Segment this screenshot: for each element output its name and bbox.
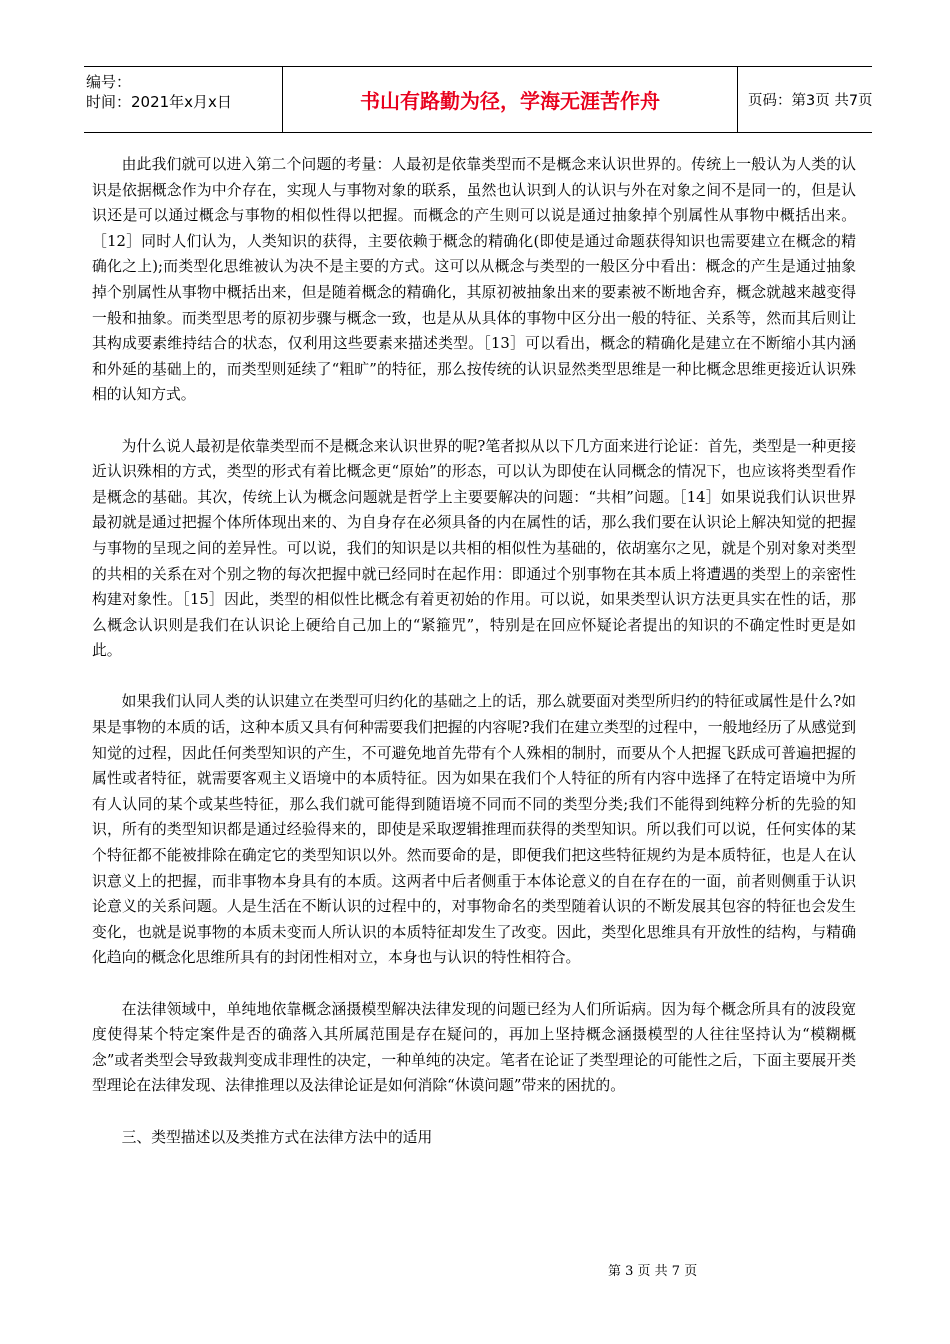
paragraph: 为什么说人最初是依靠类型而不是概念来认识世界的呢?笔者拟从以下几方面来进行论证：首先，类型是一种更接近认识殊相的方式，类型的形式有着比概念更“原始”的形态，可以认为即使在认同概念的情况下，也应该将类型看作是概念的基础。其次，传统上认为概念问题就是哲学上主要要解决的问题：“共相”问题。［14］如果说我们认识世界最初就是通过把握个体所体现出来的、为自身存在必须具备的内在属性的话，那么我们要在认识论上解决知觉的把握与事物的呈现之间的差异性。可以说，我们的知识是以共相的相似性为基础的，依胡塞尔之见，就是个别对象对类型的共相的关系在对个别之物的每次把握中就已经同时在起作用：即通过个别事物在其本质上将遭遇的类型上的亲密性构建对象性。［15］因此，类型的相似性比概念有着更初始的作用。可以说，如果类型认识方法更具实在性的话，那么概念认识则是我们在认识论上硬给自己加上的“紧箍咒”，特别是在回应怀疑论者提出的知识的不确定性时更是如此。 (92, 437, 856, 660)
page-footer: 第 3 页 共 7 页 (608, 1264, 698, 1279)
paragraph: 在法律领域中，单纯地依靠概念涵摄模型解决法律发现的问题已经为人们所诟病。因为每个概念所具有的波段宽度使得某个特定案件是否的确落入其所属范围是存在疑问的，再加上坚持概念涵摄模型的人往往坚持认为“模糊概念”或者类型会导致裁判变成非理性的决定，一种单纯的决定。笔者在论证了类型理论的可能性之后，下面主要展开类型理论在法律发现、法律推理以及法律论证是如何消除“休谟问题”带来的困扰的。 (92, 1000, 856, 1095)
header-page-number: 页码：第3页 共7页 (748, 93, 873, 109)
document-body (92, 152, 856, 1150)
page-header (84, 66, 872, 133)
section-heading: 三、类型描述以及类推方式在法律方法中的适用 (121, 1128, 433, 1146)
paragraph: 由此我们就可以进入第二个问题的考量：人最初是依靠类型而不是概念来认识世界的。传统上一般认为人类的认识是依据概念作为中介存在，实现人与事物对象的联系，虽然也认识到人的认识与外在对象之间不是同一的，但是认识还是可以通过概念与事物的相似性得以把握。而概念的产生则可以说是通过抽象掉个别属性从事物中概括出来。［12］同时人们认为，人类知识的获得，主要依赖于概念的精确化(即使是通过命题获得知识也需要建立在概念的精确化之上);而类型化思维被认为决不是主要的方式。这可以从概念与类型的一般区分中看出：概念的产生是通过抽象掉个别属性从事物中概括出来，但是随着概念的精确化，其原初被抽象出来的要素被不断地舍弃，概念就越来越变得一般和抽象。而类型思考的原初步骤与概念一致，也是从从具体的事物中区分出一般的特征、关系等，然而其后则让其构成要素维持结合的状态，仅利用这些要素来描述类型。［13］可以看出，概念的精确化是建立在不断缩小其内涵和外延的基础上的，而类型则延续了“粗旷”的特征，那么按传统的认识显然类型思维是一种比概念思维更接近认识殊相的认知方式。 (92, 156, 856, 404)
header-motto: 书山有路勤为径，学海无涯苦作舟 (282, 67, 738, 132)
document-number: 编号： (86, 73, 132, 91)
header-meta (86, 72, 280, 112)
paragraph: 如果我们认同人类的认识建立在类型可归约化的基础之上的话，那么就要面对类型所归约的特征或属性是什么?如果是事物的本质的话，这种本质又具有何种需要我们把握的内容呢?我们在建立类型的过程中，一般地经历了从感觉到知觉的过程，因此任何类型知识的产生，不可避免地首先带有个人殊相的制肘，而要从个人把握飞跃成可普遍把握的属性或者特征，就需要客观主义语境中的本质特征。因为如果在我们个人特征的所有内容中选择了在特定语境中为所有人认同的某个或某些特征，那么我们就可能得到随语境不同而不同的类型分类;我们不能得到纯粹分析的先验的知识，所有的类型知识都是通过经验得来的，即使是采取逻辑推理而获得的类型知识。所以我们可以说，任何实体的某个特征都不能被排除在确定它的类型知识以外。然而要命的是，即便我们把这些特征规约为是本质特征，也是人在认识意义上的把握，而非事物本身具有的本质。这两者中后者侧重于本体论意义的自在存在的一面，前者则侧重于认识论意义的关系问题。人是生活在不断认识的过程中的，对事物命名的类型随着认识的不断发展其包容的特征也会发生变化，也就是说事物的本质未变而人所认识的本质特征却发生了改变。因此，类型化思维具有开放性的结构，与精确化趋向的概念化思维所具有的封闭性相对立，本身也与认识的特性相符合。 (92, 693, 856, 967)
document-date: 时间：2021年x月x日 (86, 93, 232, 111)
